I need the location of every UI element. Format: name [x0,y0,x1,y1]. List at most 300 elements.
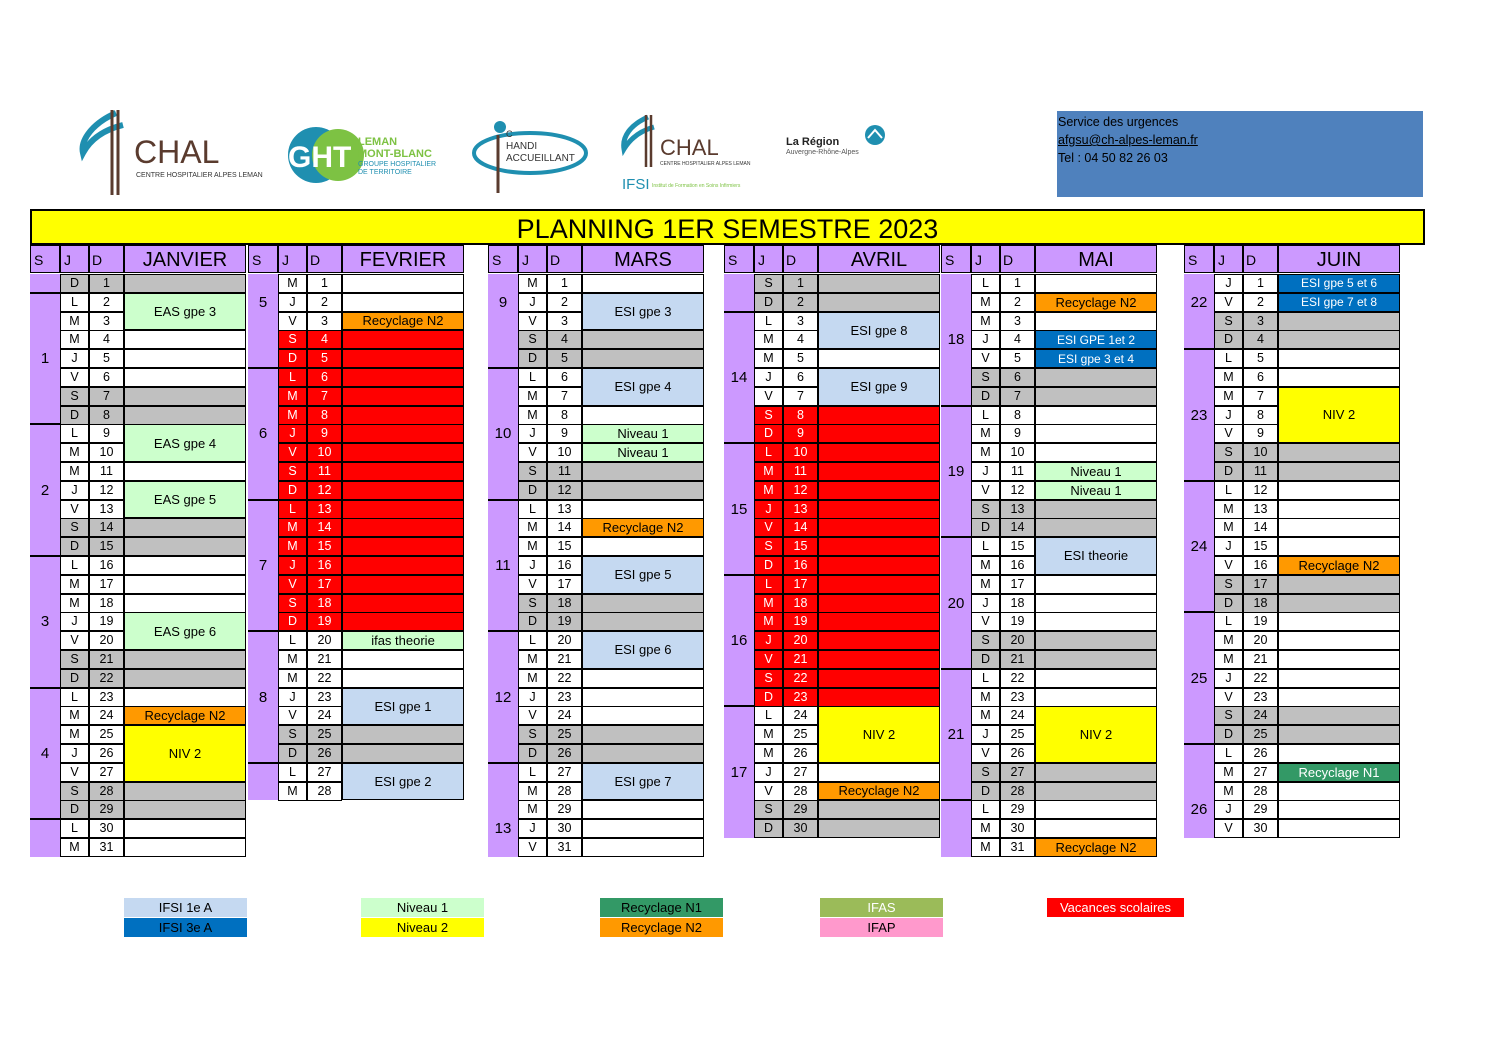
day-slot[interactable] [1278,443,1400,462]
day-slot[interactable] [1035,819,1157,838]
day-letter: M [1214,650,1243,669]
event-block[interactable]: ESI gpe 3 et 4 [1035,349,1157,368]
ght-logo-line4: DE TERRITOIRE [358,169,412,176]
day-date: 18 [1243,594,1278,613]
day-date: 4 [547,330,582,349]
day-slot[interactable] [582,706,704,725]
day-slot[interactable] [818,406,940,425]
day-slot[interactable] [1278,330,1400,349]
event-block[interactable]: ESI gpe 5 [582,556,704,594]
day-slot[interactable] [342,594,464,613]
week-number: 8 [258,688,268,706]
day-date: 25 [547,725,582,744]
day-slot[interactable] [818,274,940,293]
week-separator [248,630,278,632]
day-letter: V [971,744,1000,763]
day-slot[interactable] [342,556,464,575]
day-slot[interactable] [582,612,704,631]
day-slot[interactable] [1278,500,1400,519]
day-letter: M [754,594,783,613]
day-slot[interactable] [582,406,704,425]
day-letter: V [518,838,547,857]
day-slot[interactable] [818,669,940,688]
day-slot[interactable] [342,293,464,312]
day-date: 13 [1243,500,1278,519]
day-slot[interactable] [342,424,464,443]
day-slot[interactable] [582,462,704,481]
day-slot[interactable] [124,838,246,857]
day-slot[interactable] [1035,782,1157,801]
day-letter: L [278,631,307,650]
event-block[interactable]: ESI gpe 7 [582,763,704,801]
day-slot[interactable] [124,518,246,537]
event-block[interactable]: Recyclage N2 [124,706,246,725]
ifsi-logo-name: CHAL [660,135,719,160]
day-slot[interactable] [818,293,940,312]
event-block[interactable]: Recyclage N1 [1278,763,1400,782]
day-date: 22 [307,669,342,688]
day-slot[interactable] [342,462,464,481]
day-date: 25 [89,725,124,744]
day-date: 13 [89,500,124,519]
event-block[interactable]: Niveau 1 [582,424,704,443]
day-letter: M [60,838,89,857]
day-slot[interactable] [1035,631,1157,650]
week-number: 11 [495,557,511,574]
day-slot[interactable] [1278,706,1400,725]
day-letter: V [60,500,89,519]
day-slot[interactable] [342,744,464,763]
week-number: 9 [498,293,508,311]
day-slot[interactable] [1278,782,1400,801]
day-slot[interactable] [124,800,246,819]
day-slot[interactable] [342,274,464,293]
day-date: 20 [89,631,124,650]
event-block[interactable]: Recyclage N2 [1278,556,1400,575]
week-separator [30,687,60,689]
day-slot[interactable] [1278,612,1400,631]
day-slot[interactable] [342,481,464,500]
week-number: 18 [947,331,965,349]
day-slot[interactable] [582,725,704,744]
day-slot[interactable] [1035,669,1157,688]
week-separator [941,799,971,801]
day-date: 4 [89,330,124,349]
ifsi-logo-mark: IFSI [622,176,650,193]
day-date: 8 [1243,406,1278,425]
day-slot[interactable] [124,274,246,293]
event-block[interactable]: NIV 2 [1035,706,1157,762]
day-date: 2 [1243,293,1278,312]
event-block[interactable]: Niveau 1 [1035,462,1157,481]
day-letter: M [518,650,547,669]
event-block[interactable]: ESI gpe 1 [342,688,464,726]
day-slot[interactable] [342,612,464,631]
day-date: 2 [89,293,124,312]
week-separator [1184,480,1214,482]
day-slot[interactable] [1278,537,1400,556]
day-date: 7 [1000,387,1035,406]
week-separator [1184,611,1214,613]
day-slot[interactable] [1035,575,1157,594]
contact-email-link[interactable]: afgsu@ch-alpes-leman.fr [1058,133,1198,147]
day-slot[interactable] [342,443,464,462]
day-slot[interactable] [342,669,464,688]
event-block[interactable]: Recyclage N2 [818,782,940,801]
day-date: 2 [307,293,342,312]
day-slot[interactable] [1278,650,1400,669]
day-slot[interactable] [342,518,464,537]
day-slot[interactable] [342,537,464,556]
day-letter: M [971,556,1000,575]
day-slot[interactable] [342,500,464,519]
day-slot[interactable] [342,650,464,669]
day-date: 6 [307,368,342,387]
day-slot[interactable] [124,537,246,556]
day-letter: J [60,481,89,500]
day-date: 9 [1000,424,1035,443]
day-slot[interactable] [582,481,704,500]
day-letter: D [754,556,783,575]
day-letter: M [1214,782,1243,801]
day-letter: D [1214,330,1243,349]
day-slot[interactable] [124,782,246,801]
day-date: 9 [547,424,582,443]
day-date: 22 [89,669,124,688]
day-date: 24 [89,706,124,725]
day-slot[interactable] [818,537,940,556]
date-header: D [783,245,818,273]
day-letter: M [971,819,1000,838]
day-slot[interactable] [1035,274,1157,293]
day-slot[interactable] [342,368,464,387]
day-slot[interactable] [818,556,940,575]
day-letter: D [971,782,1000,801]
day-slot[interactable] [818,763,940,782]
day-slot[interactable] [582,594,704,613]
day-slot[interactable] [342,575,464,594]
day-letter: V [971,481,1000,500]
event-block[interactable]: Recyclage N2 [1035,838,1157,857]
event-block[interactable]: NIV 2 [1278,387,1400,443]
day-slot[interactable] [124,349,246,368]
week-separator [30,555,60,557]
event-block[interactable]: ESI gpe 7 et 8 [1278,293,1400,312]
day-slot[interactable] [582,330,704,349]
day-slot[interactable] [342,725,464,744]
day-letter: M [518,669,547,688]
day-date: 20 [783,631,818,650]
day-slot[interactable] [582,744,704,763]
day-date: 21 [783,650,818,669]
day-slot[interactable] [1035,312,1157,331]
week-header: S [248,245,278,273]
day-date: 16 [783,556,818,575]
day-letter: L [971,406,1000,425]
day-slot[interactable] [582,274,704,293]
day-slot[interactable] [124,819,246,838]
event-block[interactable]: Recyclage N2 [342,312,464,331]
day-letter: J [1214,537,1243,556]
day-date: 12 [89,481,124,500]
day-date: 13 [1000,500,1035,519]
day-slot[interactable] [1035,443,1157,462]
event-block[interactable]: ESI gpe 8 [818,312,940,350]
day-date: 26 [89,744,124,763]
day-slot[interactable] [818,631,940,650]
day-slot[interactable] [1278,631,1400,650]
day-date: 3 [547,312,582,331]
week-separator [30,423,60,425]
day-letter: M [754,612,783,631]
day-slot[interactable] [1035,387,1157,406]
week-number: 16 [730,632,748,650]
day-date: 16 [1000,556,1035,575]
event-block[interactable]: ESI gpe 5 et 6 [1278,274,1400,293]
day-slot[interactable] [1278,368,1400,387]
day-slot[interactable] [1278,481,1400,500]
day-date: 15 [783,537,818,556]
day-date: 14 [307,518,342,537]
day-slot[interactable] [818,819,940,838]
event-block[interactable]: ESI theorie [1035,537,1157,575]
event-block[interactable]: ESI gpe 2 [342,763,464,801]
week-header: S [488,245,518,273]
day-letter: M [971,443,1000,462]
day-slot[interactable] [1278,312,1400,331]
day-slot[interactable] [124,462,246,481]
day-slot[interactable] [582,537,704,556]
day-date: 12 [1000,481,1035,500]
day-date: 9 [1243,424,1278,443]
day-letter: D [754,819,783,838]
week-number: 13 [494,820,512,838]
day-date: 31 [89,838,124,857]
day-slot[interactable] [124,406,246,425]
day-date: 7 [1243,387,1278,406]
event-block[interactable]: EAS gpe 6 [124,612,246,650]
day-slot[interactable] [818,518,940,537]
day-slot[interactable] [1278,669,1400,688]
event-block[interactable]: NIV 2 [124,725,246,781]
day-slot[interactable] [582,669,704,688]
day-slot[interactable] [342,406,464,425]
day-date: 6 [547,368,582,387]
day-date: 12 [547,481,582,500]
day-slot[interactable] [1278,575,1400,594]
day-letter: V [754,782,783,801]
week-separator [248,762,278,764]
day-date: 12 [1243,481,1278,500]
day-date: 5 [1000,349,1035,368]
event-block[interactable]: Niveau 1 [582,443,704,462]
day-slot[interactable] [1035,424,1157,443]
day-date: 18 [547,594,582,613]
day-date: 28 [547,782,582,801]
day-date: 15 [547,537,582,556]
day-slot[interactable] [1035,406,1157,425]
day-letter: S [971,368,1000,387]
event-block[interactable]: ESI gpe 4 [582,368,704,406]
day-letter: D [1214,462,1243,481]
day-letter: S [278,330,307,349]
day-date: 10 [1000,443,1035,462]
day-slot[interactable] [818,462,940,481]
day-letter: M [60,575,89,594]
date-header: D [307,245,342,273]
day-slot[interactable] [582,800,704,819]
day-slot[interactable] [1035,518,1157,537]
day-slot[interactable] [124,669,246,688]
day-letter: D [278,349,307,368]
page-title: PLANNING 1ER SEMESTRE 2023 [30,209,1425,245]
day-date: 30 [783,819,818,838]
day-date: 1 [783,274,818,293]
day-date: 27 [1243,763,1278,782]
day-slot[interactable] [818,443,940,462]
day-date: 31 [1000,838,1035,857]
day-date: 5 [89,349,124,368]
day-letter: S [754,274,783,293]
day-slot[interactable] [342,349,464,368]
day-slot[interactable] [818,650,940,669]
day-letter: D [518,481,547,500]
day-letter: S [1214,443,1243,462]
day-letter: M [1214,368,1243,387]
month-header-juin: JUIN [1278,245,1400,273]
day-letter: M [971,838,1000,857]
day-slot[interactable] [1035,800,1157,819]
day-slot[interactable] [1035,594,1157,613]
event-block[interactable]: Niveau 1 [1035,481,1157,500]
day-date: 28 [783,782,818,801]
day-letter: M [60,330,89,349]
day-letter: M [60,594,89,613]
event-block[interactable]: Recyclage N2 [582,518,704,537]
event-block[interactable]: Recyclage N2 [1035,293,1157,312]
day-slot[interactable] [124,650,246,669]
day-slot[interactable] [124,688,246,707]
day-slot[interactable] [818,500,940,519]
day-slot[interactable] [1035,763,1157,782]
day-slot[interactable] [1278,688,1400,707]
day-letter: L [754,706,783,725]
day-slot[interactable] [124,368,246,387]
day-slot[interactable] [124,330,246,349]
day-slot[interactable] [1035,650,1157,669]
day-slot[interactable] [818,349,940,368]
day-letter: V [278,706,307,725]
day-slot[interactable] [342,387,464,406]
day-slot[interactable] [818,424,940,443]
day-slot[interactable] [1035,688,1157,707]
day-letter: D [278,744,307,763]
day-letter: M [1214,500,1243,519]
day-slot[interactable] [124,594,246,613]
day-date: 9 [783,424,818,443]
day-letter: L [971,669,1000,688]
day-letter: M [60,312,89,331]
day-date: 1 [89,274,124,293]
event-block[interactable]: EAS gpe 3 [124,293,246,331]
day-letter: J [518,556,547,575]
day-slot[interactable] [818,612,940,631]
day-slot[interactable] [1278,462,1400,481]
day-date: 11 [1000,462,1035,481]
week-number: 17 [730,763,748,781]
day-letter: L [518,631,547,650]
day-slot[interactable] [1035,500,1157,519]
day-slot[interactable] [1035,612,1157,631]
week-separator [248,367,278,369]
chal-logo-name: CHAL [134,134,220,170]
day-letter: V [971,612,1000,631]
event-block[interactable]: EAS gpe 4 [124,424,246,462]
day-date: 30 [1243,819,1278,838]
day-slot[interactable] [818,481,940,500]
day-slot[interactable] [818,688,940,707]
day-date: 20 [307,631,342,650]
day-date: 17 [1243,575,1278,594]
event-block[interactable]: ESI GPE 1et 2 [1035,330,1157,349]
event-block[interactable]: ESI gpe 3 [582,293,704,331]
day-slot[interactable] [1278,819,1400,838]
day-letter: S [60,387,89,406]
day-letter: M [278,518,307,537]
day-slot[interactable] [582,349,704,368]
day-slot[interactable] [818,800,940,819]
day-slot[interactable] [342,330,464,349]
day-slot[interactable] [582,688,704,707]
event-block[interactable]: ESI gpe 9 [818,368,940,406]
day-slot[interactable] [582,819,704,838]
event-block[interactable]: EAS gpe 5 [124,481,246,519]
day-slot[interactable] [818,575,940,594]
day-slot[interactable] [1278,349,1400,368]
day-slot[interactable] [1278,594,1400,613]
contact-service: Service des urgences [1058,115,1179,129]
day-date: 2 [547,293,582,312]
event-block[interactable]: ifas theorie [342,631,464,650]
day-letter: S [1214,706,1243,725]
day-letter: M [60,443,89,462]
day-slot[interactable] [818,594,940,613]
day-letter: L [1214,481,1243,500]
day-date: 29 [783,800,818,819]
event-block[interactable]: ESI gpe 6 [582,631,704,669]
day-slot[interactable] [1278,725,1400,744]
day-date: 23 [783,688,818,707]
day-slot[interactable] [124,575,246,594]
day-slot[interactable] [124,387,246,406]
day-slot[interactable] [1035,368,1157,387]
day-slot[interactable] [124,556,246,575]
week-header: S [1184,245,1214,273]
day-slot[interactable] [1278,518,1400,537]
day-date: 24 [783,706,818,725]
event-block[interactable]: NIV 2 [818,706,940,762]
day-slot[interactable] [582,500,704,519]
day-date: 24 [307,706,342,725]
day-date: 20 [1243,631,1278,650]
day-slot[interactable] [1278,800,1400,819]
week-column [724,274,754,838]
day-slot[interactable] [1278,744,1400,763]
day-date: 8 [307,406,342,425]
day-slot[interactable] [582,838,704,857]
day-date: 16 [1243,556,1278,575]
day-letter: V [518,443,547,462]
